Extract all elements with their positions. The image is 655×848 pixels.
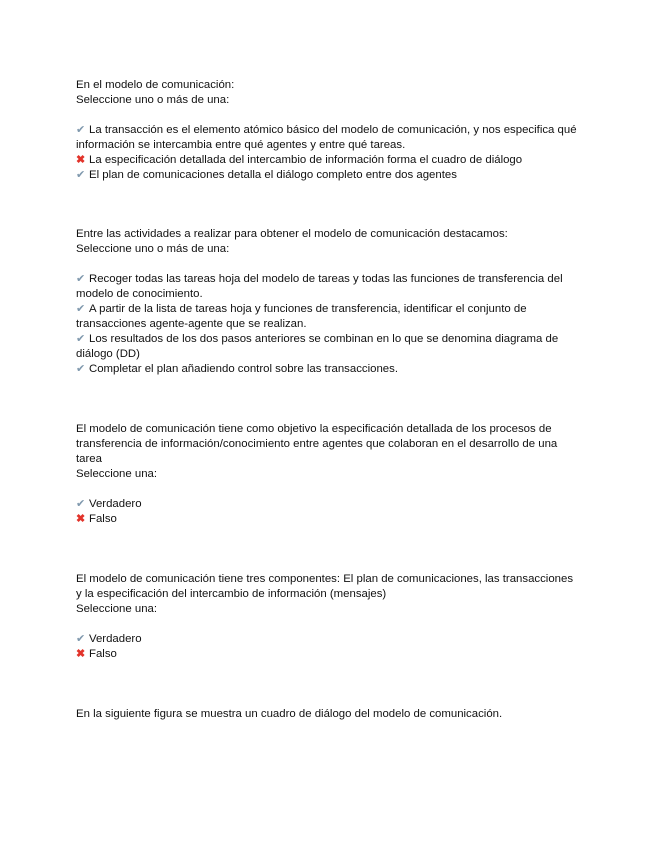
check-icon: ✔ [76, 303, 86, 315]
question-1 [76, 78, 581, 183]
answer-text: Completar el plan añadiendo control sobre las transacciones. [89, 363, 398, 375]
answer-option [76, 632, 581, 647]
answer-text: Falso [89, 648, 117, 660]
answer-text: La especificación detallada del intercambio de información forma el cuadro de diálogo [89, 154, 523, 166]
question-instruction: Seleccione uno o más de una: [76, 94, 230, 106]
check-icon: ✔ [76, 498, 86, 510]
question-2 [76, 227, 581, 377]
question-instruction: Seleccione uno o más de una: [76, 243, 230, 255]
answer-text: El plan de comunicaciones detalla el diálogo completo entre dos agentes [89, 169, 457, 181]
answer-option [76, 123, 581, 153]
answer-text: Recoger todas las tareas hoja del modelo de tareas y todas las funciones de transferencia del modelo de conocimiento. [76, 273, 563, 300]
answer-option [76, 153, 581, 168]
check-icon: ✔ [76, 363, 86, 375]
cross-icon: ✖ [76, 513, 86, 525]
answer-option [76, 647, 581, 662]
answer-text: Verdadero [89, 498, 142, 510]
answer-text: La transacción es el elemento atómico básico del modelo de comunicación, y nos especifica qué información se intercambia entre qué agentes y entre qué tareas. [76, 124, 577, 151]
closing-paragraph: En la siguiente figura se muestra un cuadro de diálogo del modelo de comunicación. [76, 708, 503, 720]
answer-option [76, 512, 581, 527]
document-page [76, 78, 581, 722]
answer-option [76, 362, 581, 377]
answer-text: Los resultados de los dos pasos anteriores se combinan en lo que se denomina diagrama de diálogo (DD) [76, 333, 559, 360]
question-prompt: En el modelo de comunicación: [76, 79, 235, 91]
check-icon: ✔ [76, 333, 86, 345]
question-instruction: Seleccione una: [76, 603, 158, 615]
cross-icon: ✖ [76, 154, 86, 166]
question-3 [76, 422, 581, 527]
question-instruction: Seleccione una: [76, 468, 158, 480]
question-prompt: Entre las actividades a realizar para obtener el modelo de comunicación destacamos: [76, 228, 508, 240]
check-icon: ✔ [76, 169, 86, 181]
check-icon: ✔ [76, 273, 86, 285]
answer-option [76, 497, 581, 512]
question-prompt: El modelo de comunicación tiene tres componentes: El plan de comunicaciones, las transacciones y la especificación del intercambio de información (mensajes) [76, 573, 574, 600]
answer-text: Verdadero [89, 633, 142, 645]
answer-option [76, 302, 581, 332]
question-prompt: El modelo de comunicación tiene como objetivo la especificación detallada de los procesos de transferencia de información/conocimiento entre agentes que colaboran en el desarrollo de una tarea [76, 423, 558, 465]
check-icon: ✔ [76, 124, 86, 136]
cross-icon: ✖ [76, 648, 86, 660]
check-icon: ✔ [76, 633, 86, 645]
answer-option [76, 272, 581, 302]
question-4 [76, 572, 581, 662]
answer-option [76, 168, 581, 183]
answer-option [76, 332, 581, 362]
answer-text: A partir de la lista de tareas hoja y funciones de transferencia, identificar el conjunto de transacciones agente-agente que se realizan. [76, 303, 527, 330]
answer-text: Falso [89, 513, 117, 525]
